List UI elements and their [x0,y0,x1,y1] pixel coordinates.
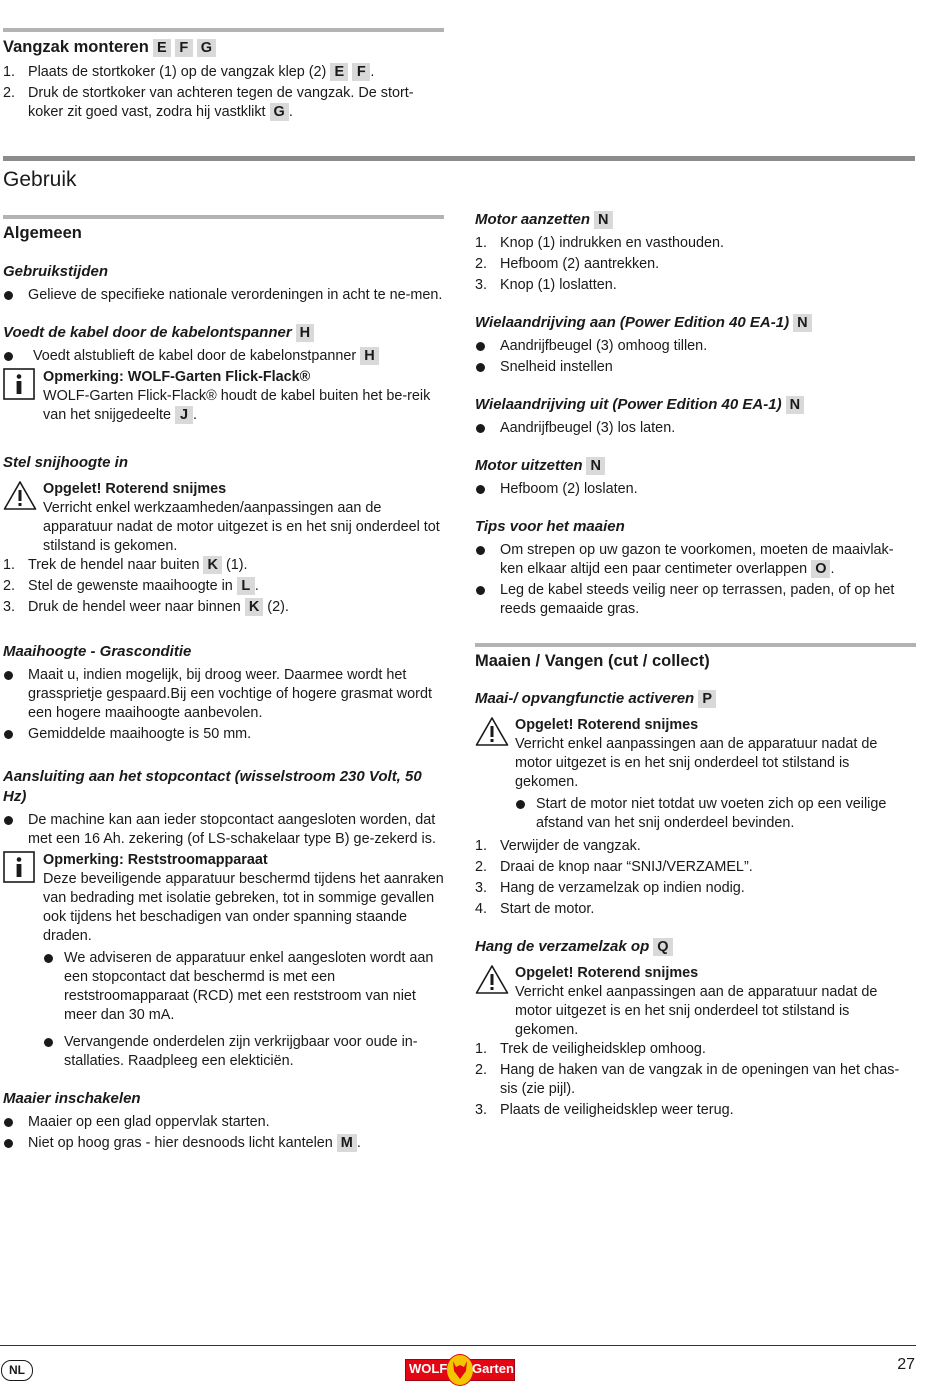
list-item: 2. Draai de knop naar “SNIJ/VERZAMEL”. [475,859,753,875]
badge-k: K [203,556,221,574]
verzamelzak-steps [475,1040,916,1120]
gebruikstijden-list [3,286,444,305]
gebruik-section [3,156,915,193]
wolf-head-icon [446,1354,474,1386]
badge-f: F [175,39,193,57]
note-text: Deze beveiligende apparatuur beschermd tijdens het aanraken van bedrading met isolatie gebreken, tot in sommige gevallen ook tijdens het beschadigen van onder spanning staande draden. [43,871,444,944]
verzamelzak-warning [475,964,916,1040]
list-item: Snelheid instellen [475,358,916,377]
list-item: Hefboom (2) loslaten. [475,480,916,499]
wiel-uit-list [475,419,916,438]
list-item: 1. Plaats de stortkoker (1) op de vangzak klep (2) E F . [3,64,375,80]
list-item: 1. Knop (1) indrukken en vasthouden. [475,235,725,251]
note-title: Opmerking: WOLF-Garten Flick-Flack® [43,369,311,385]
list-item: 4. Start de motor. [475,901,595,917]
warning-icon [475,716,509,753]
list-item: Aandrijfbeugel (3) omhoog tillen. [475,337,916,356]
wolf-garten-logo [405,1354,513,1384]
badge-n: N [793,314,811,332]
warning-icon [3,480,37,517]
motor-aan-heading: Motor aanzetten N [475,210,916,230]
info-icon [3,851,35,889]
badge-n: N [594,211,612,229]
snijhoogte-steps [3,556,444,617]
maaien-rule [475,643,916,647]
language-label: NL [9,1363,25,1377]
list-item: Aandrijfbeugel (3) los laten. [475,419,916,438]
warning-title: Opgelet! Roterend snijmes [515,965,699,981]
list-item: 1. Trek de hendel naar buiten K (1). [3,557,248,573]
list-item: 1. Trek de veiligheidsklep omhoog. [475,1041,706,1057]
list-item: 3. Hang de verzamelzak op indien nodig. [475,880,745,896]
list-item: 3. Druk de hendel weer naar binnen K (2). [3,599,289,615]
list-item: Start de motor niet totdat uw voeten zich op een veilige afstand van het snij onderdeel bevinden. [515,795,916,833]
list-item: 3. Plaats de veiligheidsklep weer terug. [475,1102,734,1118]
kabel-list [3,347,444,366]
wiel-aan-heading: Wielaandrijving aan (Power Edition 40 EA-1) N [475,313,916,333]
logo-garten-text: Garten [472,1361,514,1376]
motor-uit-list [475,480,916,499]
list-item: Niet op hoog gras - hier desnoods licht kantelen M . [3,1134,444,1153]
algemeen-rule [3,215,444,219]
logo-wolf-text: WOLF [409,1361,448,1376]
list-item: Voedt alstublieft de kabel door de kabelonstpanner H [3,347,444,366]
warning-title: Opgelet! Roterend snijmes [515,717,699,733]
badge-e: E [153,39,171,57]
left-column [3,215,444,1155]
motor-uit-heading: Motor uitzetten N [475,456,916,476]
reststroom-note [3,851,444,1071]
page-number: 27 [897,1356,915,1373]
gebruik-rule [3,156,915,161]
info-icon [3,368,35,406]
vangzak-heading [3,36,444,58]
badge-p: P [698,690,716,708]
gebruikstijden-title: Gebruikstijden [3,263,109,280]
footer-rule [0,1345,916,1346]
wiel-aan-list [475,337,916,377]
motor-aan-steps [475,234,916,295]
opvang-warning-list [515,795,916,833]
list-item: 2. Hang de haken van de vangzak in de openingen van het chas-sis (zie pijl). [475,1062,900,1097]
list-item: Gelieve de specifieke nationale verordeningen in acht te ne-men. [3,286,444,305]
language-badge [1,1360,33,1381]
list-item: We adviseren de apparatuur enkel aangesloten wordt aan een stopcontact dat beschermd is met een reststroomapparaat (RCD) met een reststroom van niet meer dan 30 mA. [43,949,444,1025]
badge-n: N [586,457,604,475]
opvang-heading: Maai-/ opvangfunctie activeren P [475,689,916,709]
list-item: Gemiddelde maaihoogte is 50 mm. [3,725,444,744]
list-item: Leg de kabel steeds veilig neer op terrassen, paden, of op het reeds gemaaide gras. [475,581,916,619]
badge-l: L [237,577,255,595]
badge-e: E [330,63,348,81]
badge-n: N [786,396,804,414]
list-item: Vervangende onderdelen zijn verkrijgbaar voor oude in-stallaties. Raadpleeg een elekticiën. [43,1033,444,1071]
badge-g: G [197,39,216,57]
top-section [3,28,444,124]
flickflack-note [3,368,444,425]
badge-h: H [296,324,314,342]
warning-text: Verricht enkel werkzaamheden/aanpassingen aan de apparatuur nadat de motor uitgezet is en het snij onderdeel tot stilstand is gekomen. [43,500,440,554]
badge-q: Q [653,938,672,956]
badge-k: K [245,598,263,616]
badge-j: J [175,406,193,424]
badge-m: M [337,1134,357,1152]
top-rule [3,28,444,32]
algemeen-title: Algemeen [3,224,82,242]
list-item: De machine kan aan ieder stopcontact aangesloten worden, dat met een 16 Ah. zekering (of LS-schakelaar type B) ge-zekerd is. [3,811,444,849]
grasconditie-list [3,666,444,744]
tips-list [475,541,916,619]
vangzak-title: Vangzak monteren [3,38,149,56]
list-item: 1. Verwijder de vangzak. [475,838,641,854]
maaien-title: Maaien / Vangen (cut / collect) [475,652,710,670]
note-title: Opmerking: Reststroomapparaat [43,852,268,868]
kabel-heading: Voedt de kabel door de kabelontspanner H [3,323,444,343]
inschakelen-list [3,1113,444,1153]
badge-h: H [360,347,378,365]
list-item: 3. Knop (1) loslatten. [475,277,617,293]
list-item: Maait u, indien mogelijk, bij droog weer. Daarmee wordt het grassprietje gespaard.Bij een vochtige of hogere grasmat wordt een hogere maaihoogte aanbevolen. [3,666,444,723]
vangzak-steps [3,63,444,122]
warning-icon [475,964,509,1001]
right-column [475,210,916,1122]
opvang-warning [475,716,916,833]
list-item: Maaier op een glad oppervlak starten. [3,1113,444,1132]
list-item: 2. Hefboom (2) aantrekken. [475,256,660,272]
badge-f: F [352,63,370,81]
stopcontact-title: Aansluiting aan het stopcontact (wisselstroom 230 Volt, 50 Hz) [3,768,422,805]
snijhoogte-warning [3,480,444,556]
inschakelen-title: Maaier inschakelen [3,1090,141,1107]
tips-title: Tips voor het maaien [475,518,625,535]
reststroom-list [43,949,444,1071]
badge-g: G [270,103,289,121]
opvang-steps [475,837,916,919]
wiel-uit-heading: Wielaandrijving uit (Power Edition 40 EA-1) N [475,395,916,415]
note-text: WOLF-Garten Flick-Flack® houdt de kabel buiten het be-reik van het snijgedeelte J . [43,388,431,423]
badge-o: O [811,560,830,578]
warning-text: Verricht enkel aanpassingen aan de apparatuur nadat de motor uitgezet is en het snij onderdeel tot stilstand is gekomen. [515,736,878,790]
grasconditie-title: Maaihoogte - Grasconditie [3,643,192,660]
list-item: 2. Druk de stortkoker van achteren tegen de vangzak. De stort- koker zit goed vast, zodra hij vastklikt G . [3,85,414,120]
list-item: Om strepen op uw gazon te voorkomen, moeten de maaivlak-ken elkaar altijd een paar centimeter overlappen O . [475,541,916,579]
warning-text: Verricht enkel aanpassingen aan de apparatuur nadat de motor uitgezet is en het snij onderdeel tot stilstand is gekomen. [515,984,878,1038]
snijhoogte-title: Stel snijhoogte in [3,454,129,471]
list-item: 2. Stel de gewenste maaihoogte in L . [3,578,259,594]
verzamelzak-heading: Hang de verzamelzak op Q [475,937,916,957]
warning-title: Opgelet! Roterend snijmes [43,481,227,497]
gebruik-title: Gebruik [3,168,77,191]
stopcontact-list [3,811,444,849]
